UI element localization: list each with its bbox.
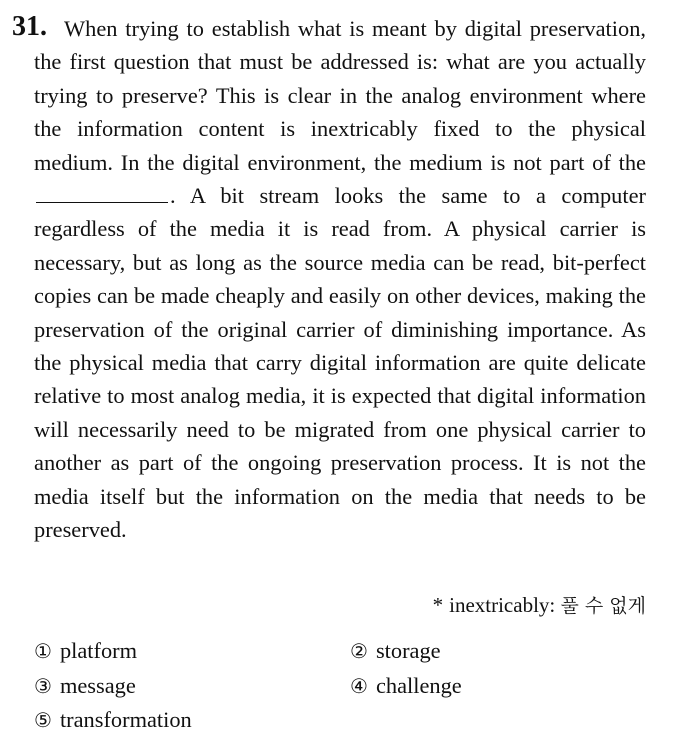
option-1-text: platform — [59, 638, 138, 663]
answer-blank — [36, 182, 168, 203]
option-2[interactable] — [350, 634, 441, 668]
option-3-number: ③ — [34, 674, 52, 698]
option-1-number: ① — [34, 639, 52, 663]
option-2-text: storage — [375, 638, 441, 663]
option-3-text: message — [59, 673, 136, 698]
vocabulary-footnote — [433, 590, 646, 621]
footnote-definition: 풀 수 없게 — [560, 595, 646, 617]
option-4-text: challenge — [375, 673, 462, 698]
option-4[interactable] — [350, 669, 462, 703]
footnote-term: inextricably: — [449, 593, 556, 617]
passage-before-blank: When trying to establish what is meant by digital preservation, the first question that must be addressed is: what are you actually trying to preserve? This is clear in the analog environment where the information content is inextricably fixed to the physical medium. In the digital environment, the medium is not part of the — [34, 16, 646, 175]
footnote-asterisk: * — [432, 593, 444, 617]
option-1[interactable] — [34, 634, 137, 668]
option-5-number: ⑤ — [34, 708, 52, 732]
question-number: 31. — [12, 11, 47, 42]
option-5-text: transformation — [59, 707, 192, 732]
option-3[interactable] — [34, 669, 136, 703]
passage-text — [34, 12, 646, 547]
option-2-number: ② — [350, 639, 368, 663]
passage-after-blank: . A bit stream looks the same to a computer regardless of the media it is read from. A physical carrier is necessary, but as long as the source media can be read, bit-perfect copies can be made cheaply and easily on other devices, making the preservation of the original carrier of diminishing importance. As the physical media that carry digital information are quite delicate relative to most analog media, it is expected that digital information will necessarily need to be migrated from one physical carrier to another as part of the ongoing preservation process. It is not the media itself but the information on the media that needs to be preserved. — [34, 183, 646, 543]
option-4-number: ④ — [350, 674, 368, 698]
option-5[interactable] — [34, 703, 192, 737]
